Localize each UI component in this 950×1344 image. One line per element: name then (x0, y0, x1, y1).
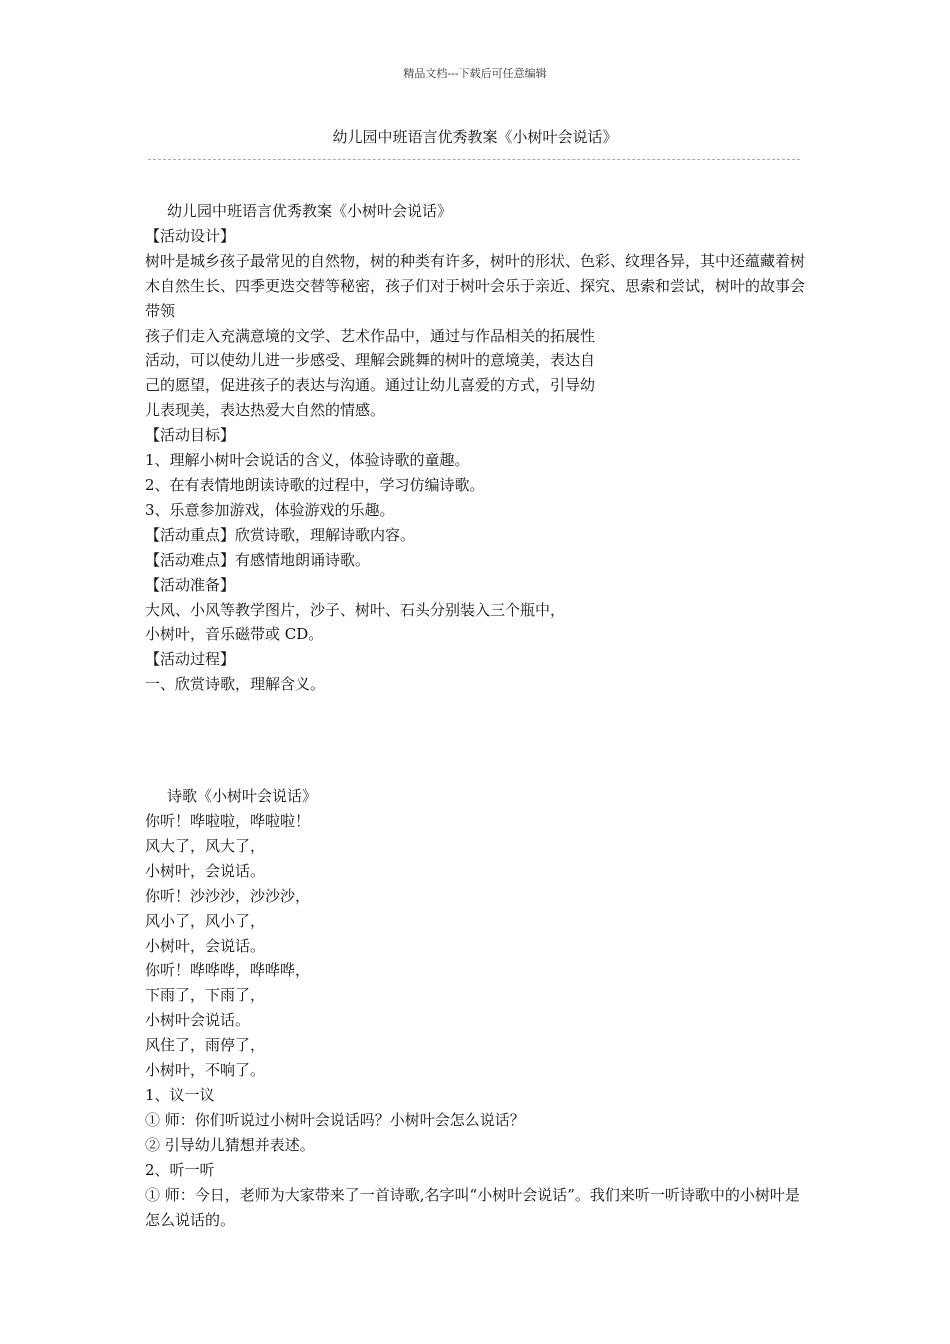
poem-line: 风住了，雨停了， (145, 1036, 266, 1055)
design-line: 孩子们走入充满意境的文学、艺术作品中，通过与作品相关的拓展性 (145, 326, 596, 345)
title-divider (148, 159, 800, 160)
poem-line: 你听！沙沙沙，沙沙沙， (145, 886, 311, 905)
document-body (145, 199, 807, 1232)
design-paragraph: 树叶是城乡孩子最常见的自然物，树的种类有许多，树叶的形状、色彩、纹理各异，其中还蕴藏着树木自然生长、四季更迭交替等秘密，孩子们对于树叶会乐于亲近、探究、思索和尝试，树叶的故事会带领 (145, 251, 806, 320)
poem-line: 小树叶会说话。 (145, 1011, 251, 1030)
listening-item: ① 师：今日，老师为大家带来了一首诗歌,名字叫“小树叶会说话”。我们来听一听诗歌中的小树叶是怎么说话的。 (145, 1185, 800, 1229)
discussion-step: 1、议一议 (145, 1086, 215, 1104)
poem-line: 小树叶，不响了。 (145, 1061, 266, 1080)
preparation-line: 大风、小风等教学图片，沙子、树叶、石头分别装入三个瓶中， (145, 600, 566, 619)
preparation-heading: 【活动准备】 (145, 575, 236, 594)
listening-step: 2、听一听 (145, 1160, 215, 1179)
poem-title: 诗歌《小树叶会说话》 (167, 787, 318, 806)
poem-line: 风小了，风小了， (145, 911, 266, 930)
preparation-line: 小树叶，音乐磁带或 CD。 (145, 625, 324, 644)
blank-space (145, 697, 807, 784)
process-step: 一、欣赏诗歌，理解含义。 (145, 675, 326, 694)
process-heading: 【活动过程】 (145, 650, 236, 669)
lesson-subtitle: 幼儿园中班语言优秀教案《小树叶会说话》 (167, 202, 453, 220)
poem-line: 你听！哗啦啦，哗啦啦！ (145, 812, 311, 831)
difficulty-point: 【活动难点】有感情地朗诵诗歌。 (145, 550, 371, 569)
poem-line: 下雨了，下雨了， (145, 986, 266, 1005)
goal-item: 3、乐意参加游戏，体验游戏的乐趣。 (145, 500, 395, 519)
design-line: 儿表现美，表达热爱大自然的情感。 (145, 401, 386, 420)
key-point: 【活动重点】欣赏诗歌，理解诗歌内容。 (145, 525, 416, 544)
design-line: 活动，可以使幼儿进一步感受、理解会跳舞的树叶的意境美，表达自 (145, 351, 596, 370)
poem-line: 风大了，风大了， (145, 836, 266, 855)
goals-heading: 【活动目标】 (145, 426, 236, 445)
document-title: 幼儿园中班语言优秀教案《小树叶会说话》 (332, 128, 618, 146)
header-note: 精品文档---下载后可任意编辑 (403, 67, 547, 80)
goal-item: 1、理解小树叶会说话的含义，体验诗歌的童趣。 (145, 451, 470, 470)
goal-item: 2、在有表情地朗读诗歌的过程中，学习仿编诗歌。 (145, 475, 485, 494)
poem-line: 小树叶，会说话。 (145, 936, 266, 955)
poem-line: 你听！哗哗哗，哗哗哗， (145, 961, 311, 980)
discussion-item: ① 师：你们听说过小树叶会说话吗？小树叶会怎么说话？ (145, 1110, 525, 1129)
design-line: 己的愿望，促进孩子的表达与沟通。通过让幼儿喜爱的方式，引导幼 (145, 376, 596, 395)
poem-line: 小树叶，会说话。 (145, 861, 266, 880)
design-heading: 【活动设计】 (145, 226, 236, 245)
discussion-item: ② 引导幼儿猜想并表述。 (145, 1135, 315, 1154)
